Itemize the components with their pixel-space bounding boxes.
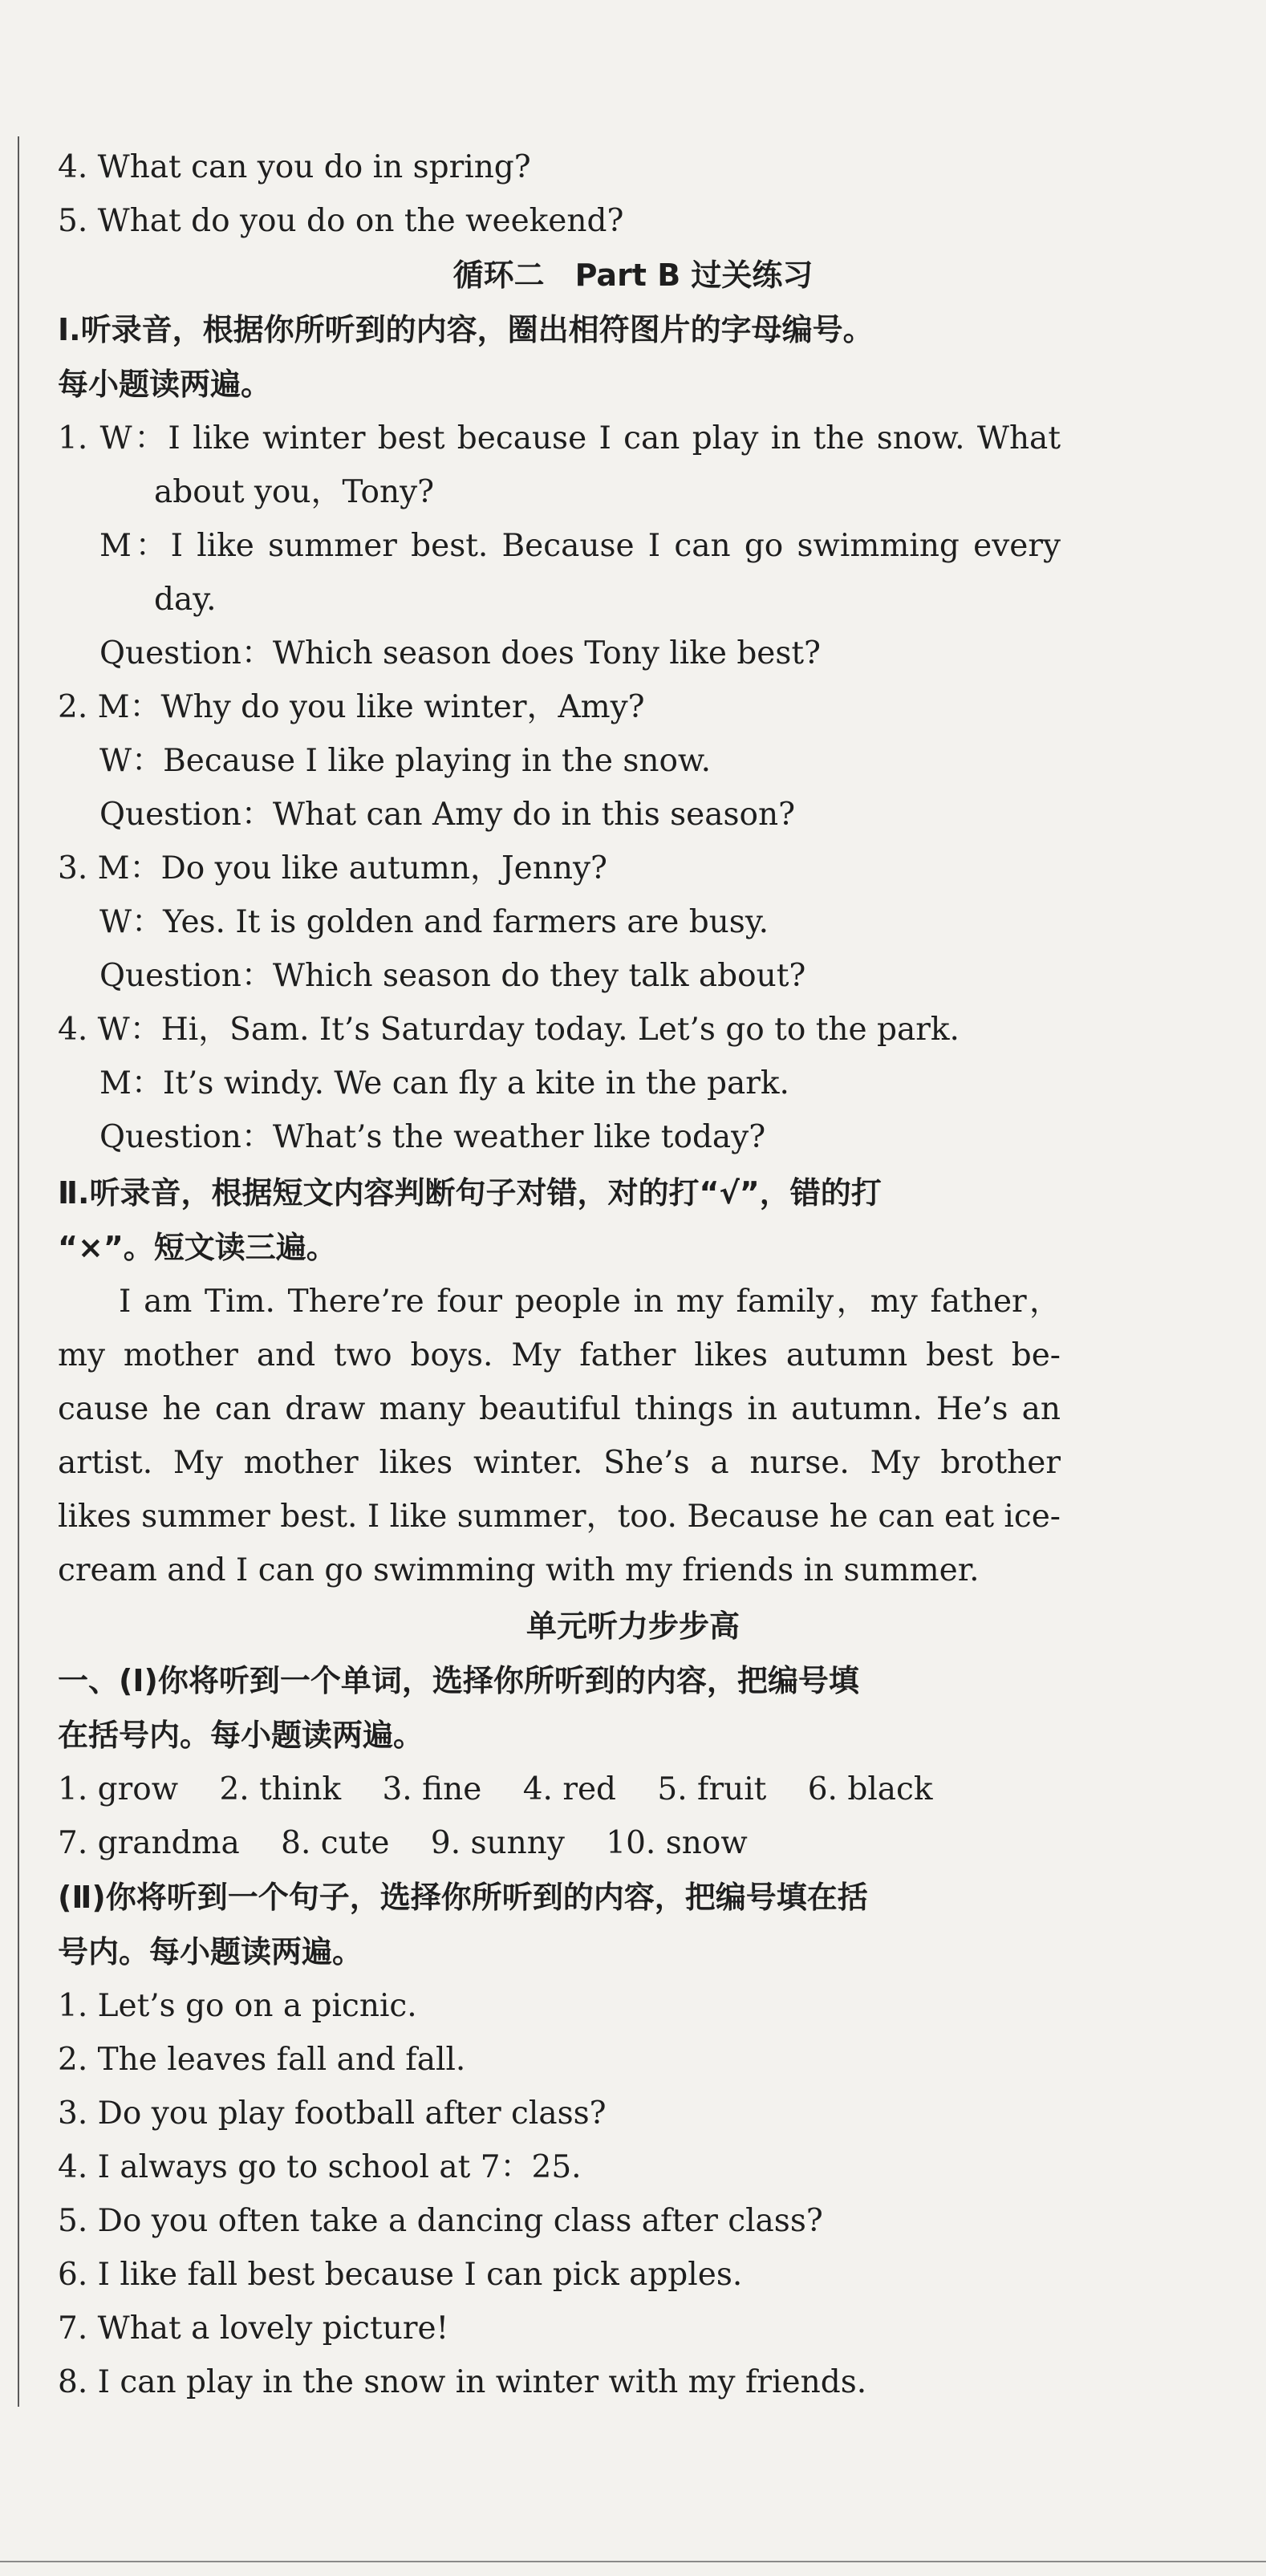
dialog1-woman-line1: 1. W：I like winter best because I can play in the snow. What (58, 420, 1061, 456)
unit-part2-instruction-line2: 号内。每小题读两遍。 (58, 1934, 363, 1970)
part1-instruction-line2: 每小题读两遍。 (58, 367, 272, 402)
dialog4-man: M：It’s windy. We can fly a kite in the park. (99, 1065, 789, 1101)
dialog3-question: Question：Which season do they talk about? (99, 958, 806, 994)
sentence-3: 3. Do you play football after class? (58, 2095, 607, 2132)
unit-part2-instruction-line1: (Ⅱ)你将听到一个句子，选择你所听到的内容，把编号填在括 (58, 1880, 868, 1915)
section-title-unit-listening: 单元听力步步高 (525, 1608, 740, 1644)
left-margin-rule (18, 136, 19, 2407)
question-4: 4. What can you do in spring? (58, 149, 531, 185)
word-list-line2: 7. grandma 8. cute 9. sunny 10. snow (58, 1825, 748, 1861)
passage-line4: artist. My mother likes winter. She’s a nurse. My brother (58, 1445, 1061, 1481)
unit-part1-instruction-line2: 在括号内。每小题读两遍。 (58, 1718, 424, 1753)
dialog2-question: Question：What can Amy do in this season? (99, 797, 796, 833)
part2-instruction-line1: Ⅱ.听录音，根据短文内容判断句子对错，对的打“√”，错的打 (58, 1175, 882, 1211)
dialog1-man-line2: day. (154, 582, 217, 618)
sentence-6: 6. I like fall best because I can pick apples. (58, 2257, 743, 2293)
sentence-2: 2. The leaves fall and fall. (58, 2042, 466, 2078)
passage-line6: cream and I can go swimming with my friends in summer. (58, 1552, 980, 1588)
dialog1-woman-line2: about you，Tony? (154, 474, 435, 510)
sentence-1: 1. Let’s go on a picnic. (58, 1988, 417, 2024)
sentence-4: 4. I always go to school at 7：25. (58, 2149, 582, 2185)
dialog3-woman: W：Yes. It is golden and farmers are busy. (99, 904, 769, 940)
bottom-edge-rule (0, 2561, 1266, 2562)
part1-instruction-line1: Ⅰ.听录音，根据你所听到的内容，圈出相符图片的字母编号。 (58, 312, 874, 347)
passage-line5: likes summer best. I like summer，too. Because he can eat ice- (58, 1499, 1061, 1535)
dialog2-man: 2. M：Why do you like winter，Amy? (58, 689, 645, 725)
part2-instruction-line2: “×”。短文读三遍。 (58, 1230, 337, 1265)
dialog4-woman: 4. W：Hi，Sam. It’s Saturday today. Let’s go to the park. (58, 1012, 960, 1048)
question-5: 5. What do you do on the weekend? (58, 203, 624, 239)
sentence-7: 7. What a lovely picture! (58, 2310, 449, 2347)
dialog1-question: Question：Which season does Tony like best? (99, 635, 821, 671)
sentence-8: 8. I can play in the snow in winter with my friends. (58, 2364, 867, 2400)
unit-part1-instruction-line1: 一、(Ⅰ)你将听到一个单词，选择你所听到的内容，把编号填 (58, 1663, 859, 1698)
passage-line2: my mother and two boys. My father likes autumn best be- (58, 1337, 1061, 1373)
word-list-line1: 1. grow 2. think 3. fine 4. red 5. fruit 6. black (58, 1771, 933, 1807)
dialog3-man: 3. M：Do you like autumn，Jenny? (58, 850, 607, 886)
dialog2-woman: W：Because I like playing in the snow. (99, 743, 712, 779)
section-title-part-b: 循环二 Part B 过关练习 (452, 258, 814, 293)
sentence-5: 5. Do you often take a dancing class after class? (58, 2203, 823, 2239)
dialog4-question: Question：What’s the weather like today? (99, 1119, 766, 1155)
passage-line3: cause he can draw many beautiful things in autumn. He’s an (58, 1391, 1061, 1427)
passage-line1: I am Tim. There’re four people in my family，my father， (119, 1284, 1061, 1320)
dialog1-man-line1: M：I like summer best. Because I can go swimming every (99, 528, 1061, 564)
